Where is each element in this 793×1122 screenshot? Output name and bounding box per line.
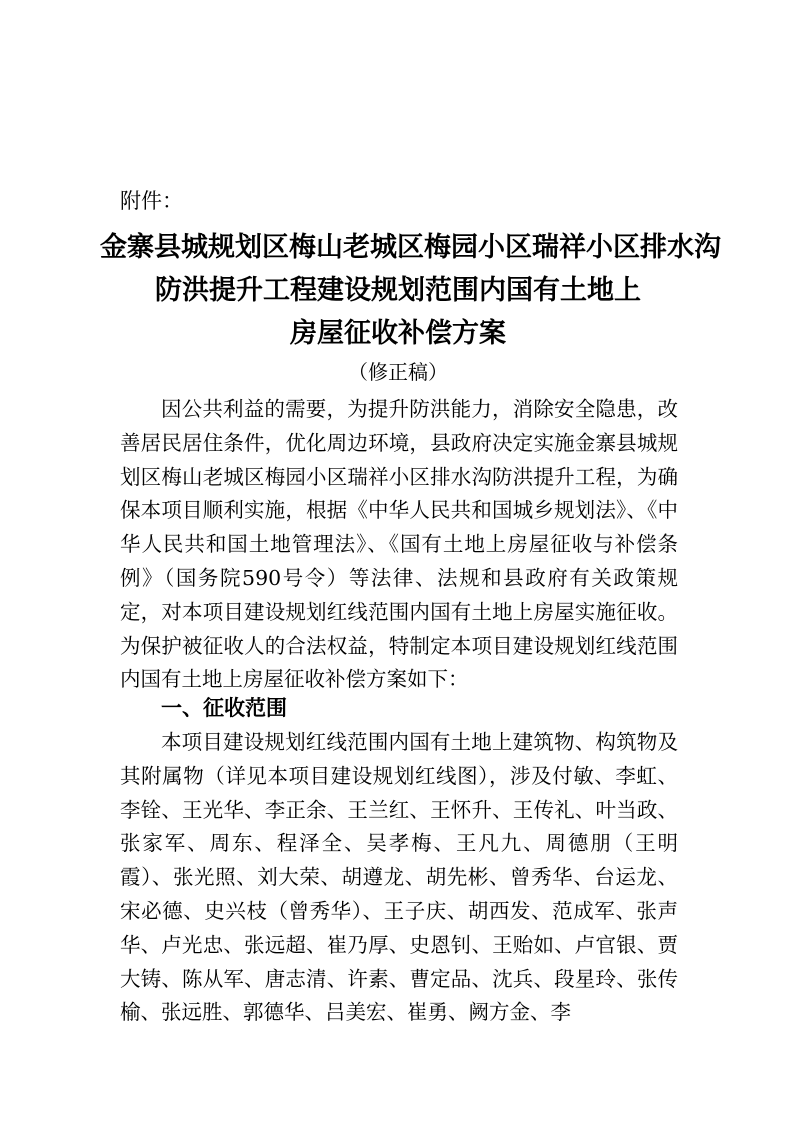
title-line-2: 防洪提升工程建设规划范围内国有土地上 — [155, 275, 641, 306]
annex-label: 附件： — [120, 189, 183, 213]
document-title — [100, 226, 721, 387]
intro-paragraph: 因公共利益的需要，为提升防洪能力，消除安全隐患，改善居民居住条件，优化周边环境，县政府决定实施金寨县城规划区梅山老城区梅园小区瑞祥小区排水沟防洪提升工程，为确保本项目顺利实施，根据《中华人民共和国城乡规划法》、《中华人民共和国土地管理法》、《国有土地上房屋征收与补偿条例》（国务院590号令）等法律、法规和县政府有关政策规定，对本项目建设规划红线范围内国有土地上房屋实施征收。为保护被征收人的合法权益，特制定本项目建设规划红线范围内国有土地上房屋征收补偿方案如下： — [120, 397, 678, 692]
section-heading-scope: 一、征收范围 — [161, 696, 287, 720]
scope-paragraph: 本项目建设规划红线范围内国有土地上建筑物、构筑物及其附属物（详见本项目建设规划红线图），涉及付敏、李虹、李铨、王光华、李正余、王兰红、王怀升、王传礼、叶当政、张家军、周东、程泽全、吴孝梅、王凡九、周德朋（王明霞）、张光照、刘大荣、胡遵龙、胡先彬、曾秀华、台运龙、宋必德、史兴枝（曾秀华）、王子庆、胡西发、范成军、张声华、卢光忠、张远超、崔乃厚、史恩钊、王贻如、卢官银、贾大铸、陈从军、唐志清、许素、曹定品、沈兵、段星玲、张传榆、张远胜、郭德华、吕美宏、崔勇、阙方金、李 — [120, 730, 678, 1025]
document-subtitle: （修正稿） — [348, 360, 448, 384]
title-line-1: 金寨县城规划区梅山老城区梅园小区瑞祥小区排水沟 — [100, 232, 721, 263]
title-line-3: 房屋征收补偿方案 — [290, 318, 506, 349]
